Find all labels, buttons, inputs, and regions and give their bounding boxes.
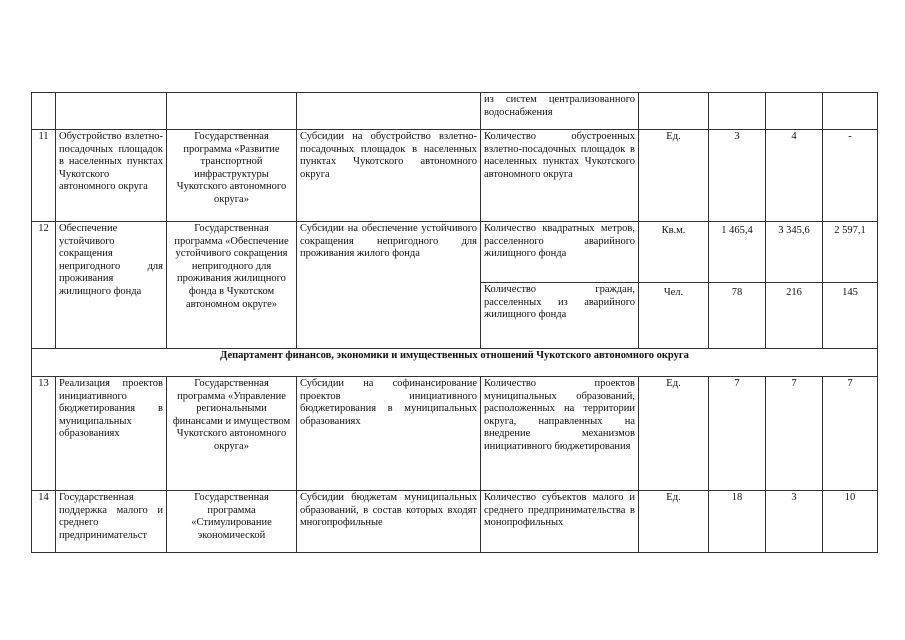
indicator-description: Количество квадратных метров, расселенного аварийного жилищного фонда [481, 222, 639, 283]
subsidy-description: Субсидии бюджетам муниципальных образований, в состав которых входят многопрофильные [297, 491, 481, 553]
table-row [32, 377, 878, 491]
measure-name: Государственная поддержка малого и среднего предпринимательст [56, 491, 167, 553]
cell-value [709, 93, 766, 130]
table-row [32, 222, 878, 283]
value-year-3: 2 597,1 [823, 222, 878, 283]
value-year-3: 7 [823, 377, 878, 491]
value-year-2: 7 [766, 377, 823, 491]
row-number: 13 [32, 377, 56, 491]
unit-of-measure: Ед. [639, 377, 709, 491]
value-year-1: 7 [709, 377, 766, 491]
value-year-2: 3 345,6 [766, 222, 823, 283]
table-row [32, 130, 878, 222]
cell-subsidy [297, 93, 481, 130]
state-program: Государственная программа «Обеспечение устойчивого сокращения непригодного для проживания жилищного фонда в Чукотском автономном округе» [167, 222, 297, 349]
cell-name [56, 93, 167, 130]
cell-value [766, 93, 823, 130]
value-year-2: 216 [766, 283, 823, 349]
value-year-2: 3 [766, 491, 823, 553]
unit-of-measure: Чел. [639, 283, 709, 349]
section-header-row [32, 349, 878, 377]
indicator-description: Количество обустроенных взлетно-посадочных площадок в населенных пунктах Чукотского автономного округа [481, 130, 639, 222]
indicator-description: Количество проектов муниципальных образований, расположенных на территории округа, направленных на внедрение механизмов инициативного бюджетирования [481, 377, 639, 491]
subsidy-description: Субсидии на обустройство взлетно-посадочных площадок в населенных пунктах Чукотского автономного округа [297, 130, 481, 222]
indicators-table [31, 92, 878, 553]
state-program: Государственная программа «Управление региональными финансами и имуществом Чукотского автономного округа» [167, 377, 297, 491]
measure-name: Обустройство взлетно-посадочных площадок в населенных пунктах Чукотского автономного округа [56, 130, 167, 222]
cell-value [823, 93, 878, 130]
unit-of-measure: Ед. [639, 130, 709, 222]
subsidy-description: Субсидии на обеспечение устойчивого сокращения непригодного для проживания жилого фонда [297, 222, 481, 349]
cell-program [167, 93, 297, 130]
state-program: Государственная программа «Развитие транспортной инфраструктуры Чукотского автономного округа» [167, 130, 297, 222]
department-heading: Департамент финансов, экономики и имущественных отношений Чукотского автономного округа [32, 349, 878, 377]
value-year-1: 3 [709, 130, 766, 222]
value-year-1: 18 [709, 491, 766, 553]
measure-name: Реализация проектов инициативного бюджетирования в муниципальных образованиях [56, 377, 167, 491]
table-row [32, 93, 878, 130]
subsidy-description: Субсидии на софинансирование проектов инициативного бюджетирования в муниципальных образованиях [297, 377, 481, 491]
unit-of-measure: Ед. [639, 491, 709, 553]
indicator-description: Количество граждан, расселенных из аварийного жилищного фонда [481, 283, 639, 349]
table-row [32, 491, 878, 553]
state-program: Государственная программа «Стимулирование экономической [167, 491, 297, 553]
value-year-3: 145 [823, 283, 878, 349]
cell-indicator: из систем централизованного водоснабжения [481, 93, 639, 130]
row-number: 14 [32, 491, 56, 553]
row-number: 11 [32, 130, 56, 222]
cell-unit [639, 93, 709, 130]
cell-num [32, 93, 56, 130]
row-number: 12 [32, 222, 56, 349]
value-year-1: 78 [709, 283, 766, 349]
value-year-3: - [823, 130, 878, 222]
indicator-description: Количество субъектов малого и среднего предпринимательства в монопрофильных [481, 491, 639, 553]
value-year-3: 10 [823, 491, 878, 553]
value-year-1: 1 465,4 [709, 222, 766, 283]
measure-name: Обеспечение устойчивого сокращения непригодного для проживания жилищного фонда [56, 222, 167, 349]
value-year-2: 4 [766, 130, 823, 222]
unit-of-measure: Кв.м. [639, 222, 709, 283]
